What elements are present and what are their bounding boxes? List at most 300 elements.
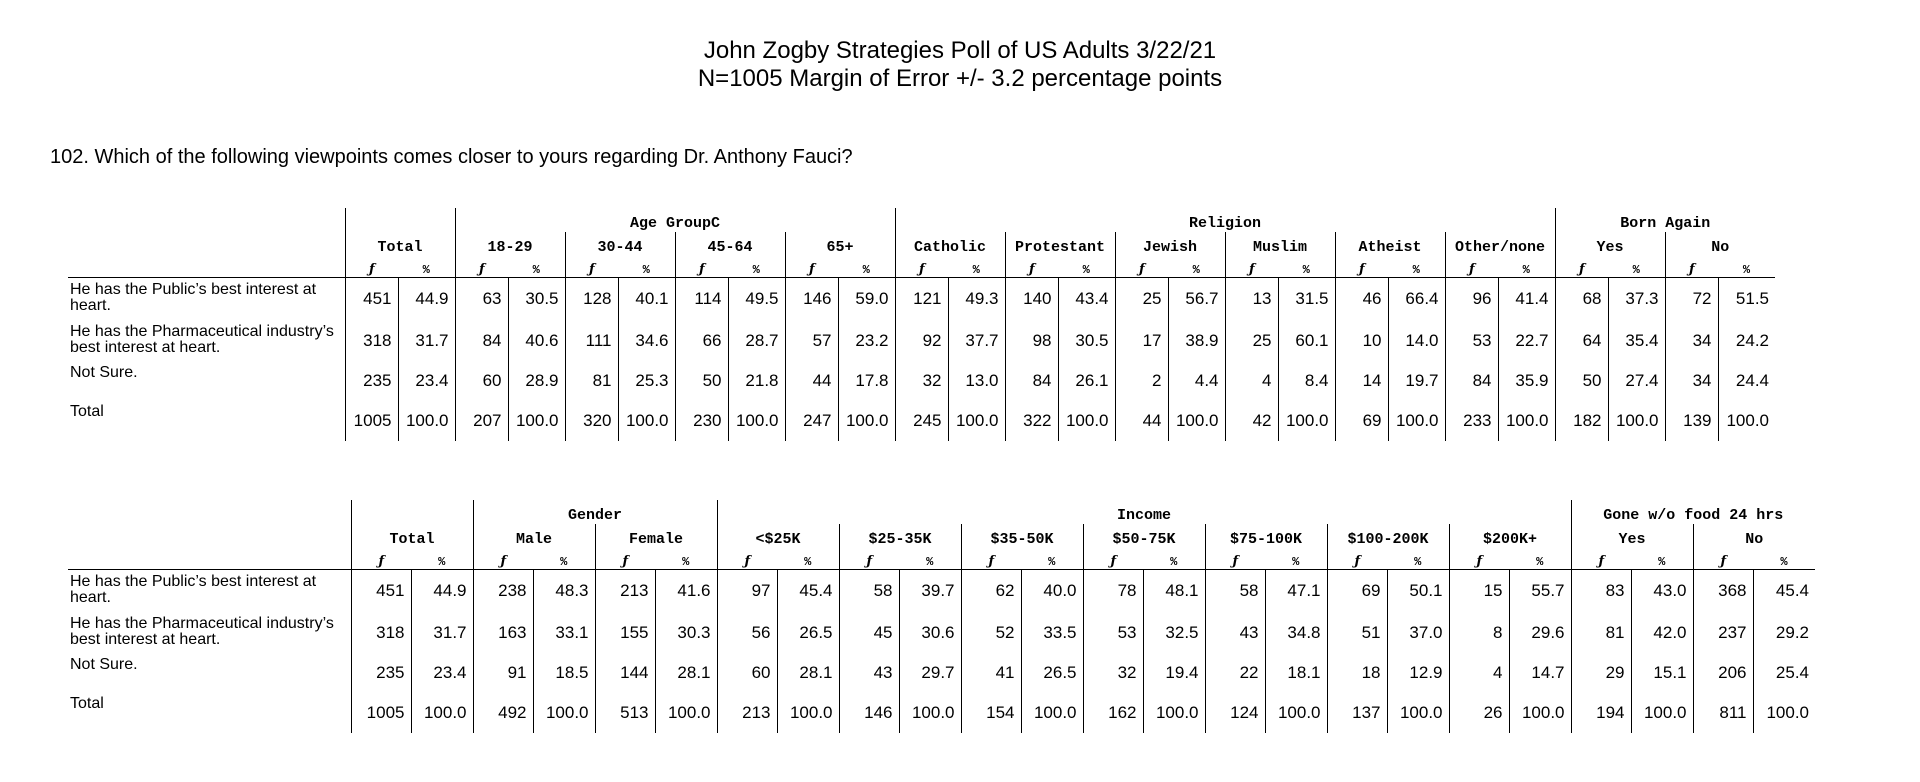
frequency-cell: 96 <box>1445 278 1498 321</box>
frequency-cell: 146 <box>785 278 838 321</box>
row-label: Total <box>70 403 104 420</box>
frequency-cell: 492 <box>473 692 533 733</box>
row-label: Total <box>70 695 104 712</box>
group-header: Born Again <box>1555 208 1775 232</box>
frequency-header: ƒ <box>961 548 1021 570</box>
column-header: Protestant <box>1005 232 1115 256</box>
frequency-cell: 322 <box>1005 400 1058 441</box>
percent-cell: 28.9 <box>508 361 565 400</box>
frequency-cell: 44 <box>1115 400 1168 441</box>
frequency-cell: 83 <box>1571 570 1631 613</box>
percent-cell: 25.3 <box>618 361 675 400</box>
percent-cell: 100.0 <box>1498 400 1555 441</box>
frequency-cell: 247 <box>785 400 838 441</box>
frequency-cell: 50 <box>1555 361 1608 400</box>
frequency-cell: 62 <box>961 570 1021 613</box>
column-header: 18-29 <box>455 232 565 256</box>
percent-cell: 100.0 <box>899 692 961 733</box>
frequency-cell: 45 <box>839 612 899 653</box>
frequency-cell: 66 <box>675 320 728 361</box>
percent-header: % <box>1021 548 1083 570</box>
frequency-cell: 230 <box>675 400 728 441</box>
percent-header: % <box>1718 256 1775 278</box>
percent-cell: 32.5 <box>1143 612 1205 653</box>
percent-cell: 100.0 <box>1387 692 1449 733</box>
percent-cell: 30.3 <box>655 612 717 653</box>
percent-cell: 28.7 <box>728 320 785 361</box>
percent-cell: 41.4 <box>1498 278 1555 321</box>
percent-cell: 48.1 <box>1143 570 1205 613</box>
percent-cell: 30.6 <box>899 612 961 653</box>
percent-cell: 22.7 <box>1498 320 1555 361</box>
percent-cell: 23.4 <box>411 653 473 692</box>
frequency-header: ƒ <box>895 256 948 278</box>
percent-header: % <box>838 256 895 278</box>
percent-cell: 29.2 <box>1753 612 1815 653</box>
percent-header: % <box>1631 548 1693 570</box>
frequency-header: ƒ <box>839 548 899 570</box>
percent-cell: 12.9 <box>1387 653 1449 692</box>
percent-cell: 27.4 <box>1608 361 1665 400</box>
percent-cell: 100.0 <box>411 692 473 733</box>
percent-cell: 49.5 <box>728 278 785 321</box>
frequency-header: ƒ <box>1327 548 1387 570</box>
percent-cell: 26.1 <box>1058 361 1115 400</box>
frequency-header: ƒ <box>351 548 411 570</box>
percent-cell: 25.4 <box>1753 653 1815 692</box>
report-title: John Zogby Strategies Poll of US Adults 3/22/21 <box>703 37 1217 64</box>
frequency-header: ƒ <box>1083 548 1143 570</box>
frequency-header: ƒ <box>1205 548 1265 570</box>
percent-cell: 100.0 <box>1388 400 1445 441</box>
percent-cell: 31.7 <box>398 320 455 361</box>
frequency-cell: 124 <box>1205 692 1265 733</box>
percent-cell: 30.5 <box>1058 320 1115 361</box>
frequency-cell: 60 <box>455 361 508 400</box>
question-text: 102. Which of the following viewpoints comes closer to yours regarding Dr. Anthony Fauci? <box>50 146 853 168</box>
frequency-cell: 451 <box>351 570 411 613</box>
group-header: Religion <box>895 208 1555 232</box>
frequency-cell: 34 <box>1665 320 1718 361</box>
frequency-cell: 52 <box>961 612 1021 653</box>
frequency-header: ƒ <box>1445 256 1498 278</box>
frequency-cell: 2 <box>1115 361 1168 400</box>
frequency-cell: 26 <box>1449 692 1509 733</box>
percent-header: % <box>655 548 717 570</box>
percent-cell: 13.0 <box>948 361 1005 400</box>
frequency-cell: 139 <box>1665 400 1718 441</box>
percent-cell: 100.0 <box>508 400 565 441</box>
frequency-cell: 34 <box>1665 361 1718 400</box>
frequency-header: ƒ <box>345 256 398 278</box>
table-row <box>68 653 1815 692</box>
frequency-cell: 68 <box>1555 278 1608 321</box>
column-header: Yes <box>1571 524 1693 548</box>
frequency-header: ƒ <box>1225 256 1278 278</box>
percent-cell: 100.0 <box>838 400 895 441</box>
frequency-cell: 32 <box>1083 653 1143 692</box>
percent-cell: 43.4 <box>1058 278 1115 321</box>
column-header: Other/none <box>1445 232 1555 256</box>
column-header: $50-75K <box>1083 524 1205 548</box>
group-header: Gone w/o food 24 hrs <box>1571 500 1815 524</box>
frequency-cell: 318 <box>351 612 411 653</box>
group-header: Age GroupC <box>455 208 895 232</box>
percent-cell: 59.0 <box>838 278 895 321</box>
percent-cell: 37.7 <box>948 320 1005 361</box>
percent-cell: 35.9 <box>1498 361 1555 400</box>
frequency-cell: 81 <box>565 361 618 400</box>
percent-cell: 100.0 <box>1278 400 1335 441</box>
percent-header: % <box>1168 256 1225 278</box>
frequency-header: ƒ <box>455 256 508 278</box>
frequency-cell: 58 <box>839 570 899 613</box>
percent-cell: 34.6 <box>618 320 675 361</box>
frequency-cell: 46 <box>1335 278 1388 321</box>
percent-cell: 19.7 <box>1388 361 1445 400</box>
table-row <box>68 361 1775 400</box>
frequency-cell: 97 <box>717 570 777 613</box>
frequency-cell: 41 <box>961 653 1021 692</box>
frequency-cell: 8 <box>1449 612 1509 653</box>
group-header: Income <box>717 500 1571 524</box>
frequency-header: ƒ <box>1693 548 1753 570</box>
percent-cell: 66.4 <box>1388 278 1445 321</box>
percent-cell: 14.7 <box>1509 653 1571 692</box>
frequency-cell: 137 <box>1327 692 1387 733</box>
percent-cell: 23.4 <box>398 361 455 400</box>
percent-cell: 100.0 <box>728 400 785 441</box>
column-header: $75-100K <box>1205 524 1327 548</box>
frequency-cell: 213 <box>717 692 777 733</box>
column-header: Atheist <box>1335 232 1445 256</box>
frequency-cell: 144 <box>595 653 655 692</box>
row-label: Not Sure. <box>70 656 138 673</box>
column-header: $35-50K <box>961 524 1083 548</box>
frequency-cell: 155 <box>595 612 655 653</box>
percent-cell: 48.3 <box>533 570 595 613</box>
percent-cell: 28.1 <box>655 653 717 692</box>
percent-cell: 33.5 <box>1021 612 1083 653</box>
column-header: 65+ <box>785 232 895 256</box>
frequency-header: ƒ <box>565 256 618 278</box>
percent-cell: 100.0 <box>1021 692 1083 733</box>
percent-cell: 29.7 <box>899 653 961 692</box>
percent-cell: 14.0 <box>1388 320 1445 361</box>
table-row <box>68 612 1815 653</box>
percent-cell: 18.5 <box>533 653 595 692</box>
frequency-cell: 98 <box>1005 320 1058 361</box>
percent-cell: 100.0 <box>1168 400 1225 441</box>
frequency-cell: 182 <box>1555 400 1608 441</box>
percent-cell: 24.2 <box>1718 320 1775 361</box>
frequency-cell: 64 <box>1555 320 1608 361</box>
frequency-cell: 513 <box>595 692 655 733</box>
percent-cell: 56.7 <box>1168 278 1225 321</box>
percent-cell: 8.4 <box>1278 361 1335 400</box>
percent-header: % <box>1058 256 1115 278</box>
percent-cell: 45.4 <box>777 570 839 613</box>
percent-cell: 33.1 <box>533 612 595 653</box>
percent-header: % <box>1265 548 1327 570</box>
row-label: He has the Pharmaceutical industry’s best interest at heart. <box>70 323 334 356</box>
table-row <box>68 400 1775 441</box>
frequency-cell: 146 <box>839 692 899 733</box>
column-header: Muslim <box>1225 232 1335 256</box>
percent-cell: 100.0 <box>1718 400 1775 441</box>
column-header: $100-200K <box>1327 524 1449 548</box>
frequency-cell: 1005 <box>345 400 398 441</box>
frequency-cell: 114 <box>675 278 728 321</box>
percent-cell: 35.4 <box>1608 320 1665 361</box>
column-header: Catholic <box>895 232 1005 256</box>
percent-cell: 30.5 <box>508 278 565 321</box>
column-header: 30-44 <box>565 232 675 256</box>
column-header: Total <box>351 524 473 548</box>
percent-header: % <box>533 548 595 570</box>
frequency-cell: 17 <box>1115 320 1168 361</box>
percent-cell: 37.3 <box>1608 278 1665 321</box>
percent-cell: 19.4 <box>1143 653 1205 692</box>
frequency-cell: 207 <box>455 400 508 441</box>
frequency-cell: 42 <box>1225 400 1278 441</box>
frequency-cell: 50 <box>675 361 728 400</box>
percent-header: % <box>1608 256 1665 278</box>
percent-cell: 40.1 <box>618 278 675 321</box>
percent-header: % <box>411 548 473 570</box>
percent-cell: 60.1 <box>1278 320 1335 361</box>
frequency-cell: 58 <box>1205 570 1265 613</box>
frequency-cell: 81 <box>1571 612 1631 653</box>
frequency-cell: 56 <box>717 612 777 653</box>
frequency-cell: 320 <box>565 400 618 441</box>
group-header <box>351 500 473 524</box>
percent-cell: 4.4 <box>1168 361 1225 400</box>
frequency-cell: 10 <box>1335 320 1388 361</box>
percent-cell: 42.0 <box>1631 612 1693 653</box>
percent-header: % <box>618 256 675 278</box>
frequency-cell: 235 <box>351 653 411 692</box>
percent-cell: 37.0 <box>1387 612 1449 653</box>
frequency-cell: 4 <box>1449 653 1509 692</box>
frequency-header: ƒ <box>1449 548 1509 570</box>
frequency-cell: 206 <box>1693 653 1753 692</box>
frequency-cell: 128 <box>565 278 618 321</box>
percent-cell: 39.7 <box>899 570 961 613</box>
row-label: He has the Public’s best interest at heart. <box>70 573 317 606</box>
percent-cell: 100.0 <box>948 400 1005 441</box>
column-header: $25-35K <box>839 524 961 548</box>
percent-header: % <box>777 548 839 570</box>
percent-header: % <box>1388 256 1445 278</box>
frequency-cell: 15 <box>1449 570 1509 613</box>
frequency-cell: 25 <box>1115 278 1168 321</box>
frequency-cell: 53 <box>1083 612 1143 653</box>
group-header <box>345 208 455 232</box>
percent-header: % <box>728 256 785 278</box>
frequency-header: ƒ <box>675 256 728 278</box>
percent-header: % <box>1143 548 1205 570</box>
percent-header: % <box>1509 548 1571 570</box>
frequency-cell: 140 <box>1005 278 1058 321</box>
frequency-cell: 233 <box>1445 400 1498 441</box>
frequency-header: ƒ <box>1555 256 1608 278</box>
percent-header: % <box>1387 548 1449 570</box>
column-header: 45-64 <box>675 232 785 256</box>
percent-cell: 34.8 <box>1265 612 1327 653</box>
percent-cell: 44.9 <box>411 570 473 613</box>
frequency-cell: 43 <box>839 653 899 692</box>
frequency-cell: 63 <box>455 278 508 321</box>
column-header: Yes <box>1555 232 1665 256</box>
row-label: He has the Pharmaceutical industry’s best interest at heart. <box>70 615 334 648</box>
percent-cell: 40.6 <box>508 320 565 361</box>
percent-cell: 17.8 <box>838 361 895 400</box>
percent-cell: 100.0 <box>1058 400 1115 441</box>
percent-cell: 21.8 <box>728 361 785 400</box>
frequency-cell: 53 <box>1445 320 1498 361</box>
percent-cell: 44.9 <box>398 278 455 321</box>
frequency-cell: 154 <box>961 692 1021 733</box>
frequency-header: ƒ <box>473 548 533 570</box>
frequency-cell: 14 <box>1335 361 1388 400</box>
percent-cell: 43.0 <box>1631 570 1693 613</box>
frequency-cell: 18 <box>1327 653 1387 692</box>
frequency-header: ƒ <box>1335 256 1388 278</box>
percent-cell: 31.5 <box>1278 278 1335 321</box>
percent-cell: 55.7 <box>1509 570 1571 613</box>
crosstab-gender-income-food <box>68 500 1815 733</box>
percent-cell: 49.3 <box>948 278 1005 321</box>
percent-cell: 29.6 <box>1509 612 1571 653</box>
frequency-cell: 32 <box>895 361 948 400</box>
frequency-cell: 78 <box>1083 570 1143 613</box>
frequency-cell: 84 <box>1005 361 1058 400</box>
percent-cell: 100.0 <box>1608 400 1665 441</box>
percent-header: % <box>1753 548 1815 570</box>
percent-cell: 51.5 <box>1718 278 1775 321</box>
percent-cell: 100.0 <box>398 400 455 441</box>
column-header: Male <box>473 524 595 548</box>
percent-cell: 45.4 <box>1753 570 1815 613</box>
column-header: Total <box>345 232 455 256</box>
frequency-cell: 111 <box>565 320 618 361</box>
column-header: Female <box>595 524 717 548</box>
percent-cell: 18.1 <box>1265 653 1327 692</box>
frequency-header: ƒ <box>717 548 777 570</box>
percent-cell: 28.1 <box>777 653 839 692</box>
frequency-cell: 25 <box>1225 320 1278 361</box>
frequency-cell: 22 <box>1205 653 1265 692</box>
group-header: Gender <box>473 500 717 524</box>
percent-cell: 100.0 <box>1753 692 1815 733</box>
percent-cell: 26.5 <box>777 612 839 653</box>
frequency-cell: 84 <box>1445 361 1498 400</box>
percent-cell: 41.6 <box>655 570 717 613</box>
frequency-cell: 451 <box>345 278 398 321</box>
percent-cell: 40.0 <box>1021 570 1083 613</box>
table-row <box>68 278 1775 321</box>
percent-cell: 23.2 <box>838 320 895 361</box>
percent-header: % <box>508 256 565 278</box>
percent-cell: 50.1 <box>1387 570 1449 613</box>
frequency-header: ƒ <box>785 256 838 278</box>
frequency-cell: 60 <box>717 653 777 692</box>
percent-cell: 100.0 <box>1143 692 1205 733</box>
percent-header: % <box>948 256 1005 278</box>
frequency-cell: 163 <box>473 612 533 653</box>
frequency-cell: 245 <box>895 400 948 441</box>
report-subtitle: N=1005 Margin of Error +/- 3.2 percentage points <box>697 65 1223 92</box>
table-row <box>68 570 1815 613</box>
frequency-header: ƒ <box>1571 548 1631 570</box>
percent-cell: 100.0 <box>1509 692 1571 733</box>
frequency-cell: 51 <box>1327 612 1387 653</box>
row-label: Not Sure. <box>70 364 138 381</box>
frequency-cell: 4 <box>1225 361 1278 400</box>
frequency-cell: 72 <box>1665 278 1718 321</box>
percent-cell: 100.0 <box>777 692 839 733</box>
percent-cell: 15.1 <box>1631 653 1693 692</box>
frequency-cell: 1005 <box>351 692 411 733</box>
frequency-header: ƒ <box>1005 256 1058 278</box>
frequency-cell: 57 <box>785 320 838 361</box>
frequency-cell: 69 <box>1335 400 1388 441</box>
frequency-header: ƒ <box>595 548 655 570</box>
column-header: No <box>1693 524 1815 548</box>
column-header: <$25K <box>717 524 839 548</box>
percent-cell: 31.7 <box>411 612 473 653</box>
percent-cell: 100.0 <box>618 400 675 441</box>
frequency-cell: 235 <box>345 361 398 400</box>
percent-header: % <box>398 256 455 278</box>
frequency-cell: 84 <box>455 320 508 361</box>
percent-cell: 38.9 <box>1168 320 1225 361</box>
frequency-header: ƒ <box>1115 256 1168 278</box>
frequency-cell: 238 <box>473 570 533 613</box>
table-row <box>68 692 1815 733</box>
frequency-cell: 69 <box>1327 570 1387 613</box>
frequency-header: ƒ <box>1665 256 1718 278</box>
percent-header: % <box>1498 256 1555 278</box>
frequency-cell: 318 <box>345 320 398 361</box>
frequency-cell: 92 <box>895 320 948 361</box>
frequency-cell: 121 <box>895 278 948 321</box>
column-header: Jewish <box>1115 232 1225 256</box>
frequency-cell: 194 <box>1571 692 1631 733</box>
percent-cell: 100.0 <box>1631 692 1693 733</box>
frequency-cell: 29 <box>1571 653 1631 692</box>
percent-cell: 100.0 <box>655 692 717 733</box>
frequency-cell: 368 <box>1693 570 1753 613</box>
percent-cell: 100.0 <box>1265 692 1327 733</box>
frequency-cell: 13 <box>1225 278 1278 321</box>
frequency-cell: 237 <box>1693 612 1753 653</box>
column-header: No <box>1665 232 1775 256</box>
percent-cell: 26.5 <box>1021 653 1083 692</box>
column-header: $200K+ <box>1449 524 1571 548</box>
frequency-cell: 162 <box>1083 692 1143 733</box>
percent-cell: 47.1 <box>1265 570 1327 613</box>
percent-header: % <box>899 548 961 570</box>
frequency-cell: 91 <box>473 653 533 692</box>
frequency-cell: 213 <box>595 570 655 613</box>
table-row <box>68 320 1775 361</box>
row-label: He has the Public’s best interest at heart. <box>70 281 317 314</box>
percent-cell: 100.0 <box>533 692 595 733</box>
percent-cell: 24.4 <box>1718 361 1775 400</box>
frequency-cell: 811 <box>1693 692 1753 733</box>
